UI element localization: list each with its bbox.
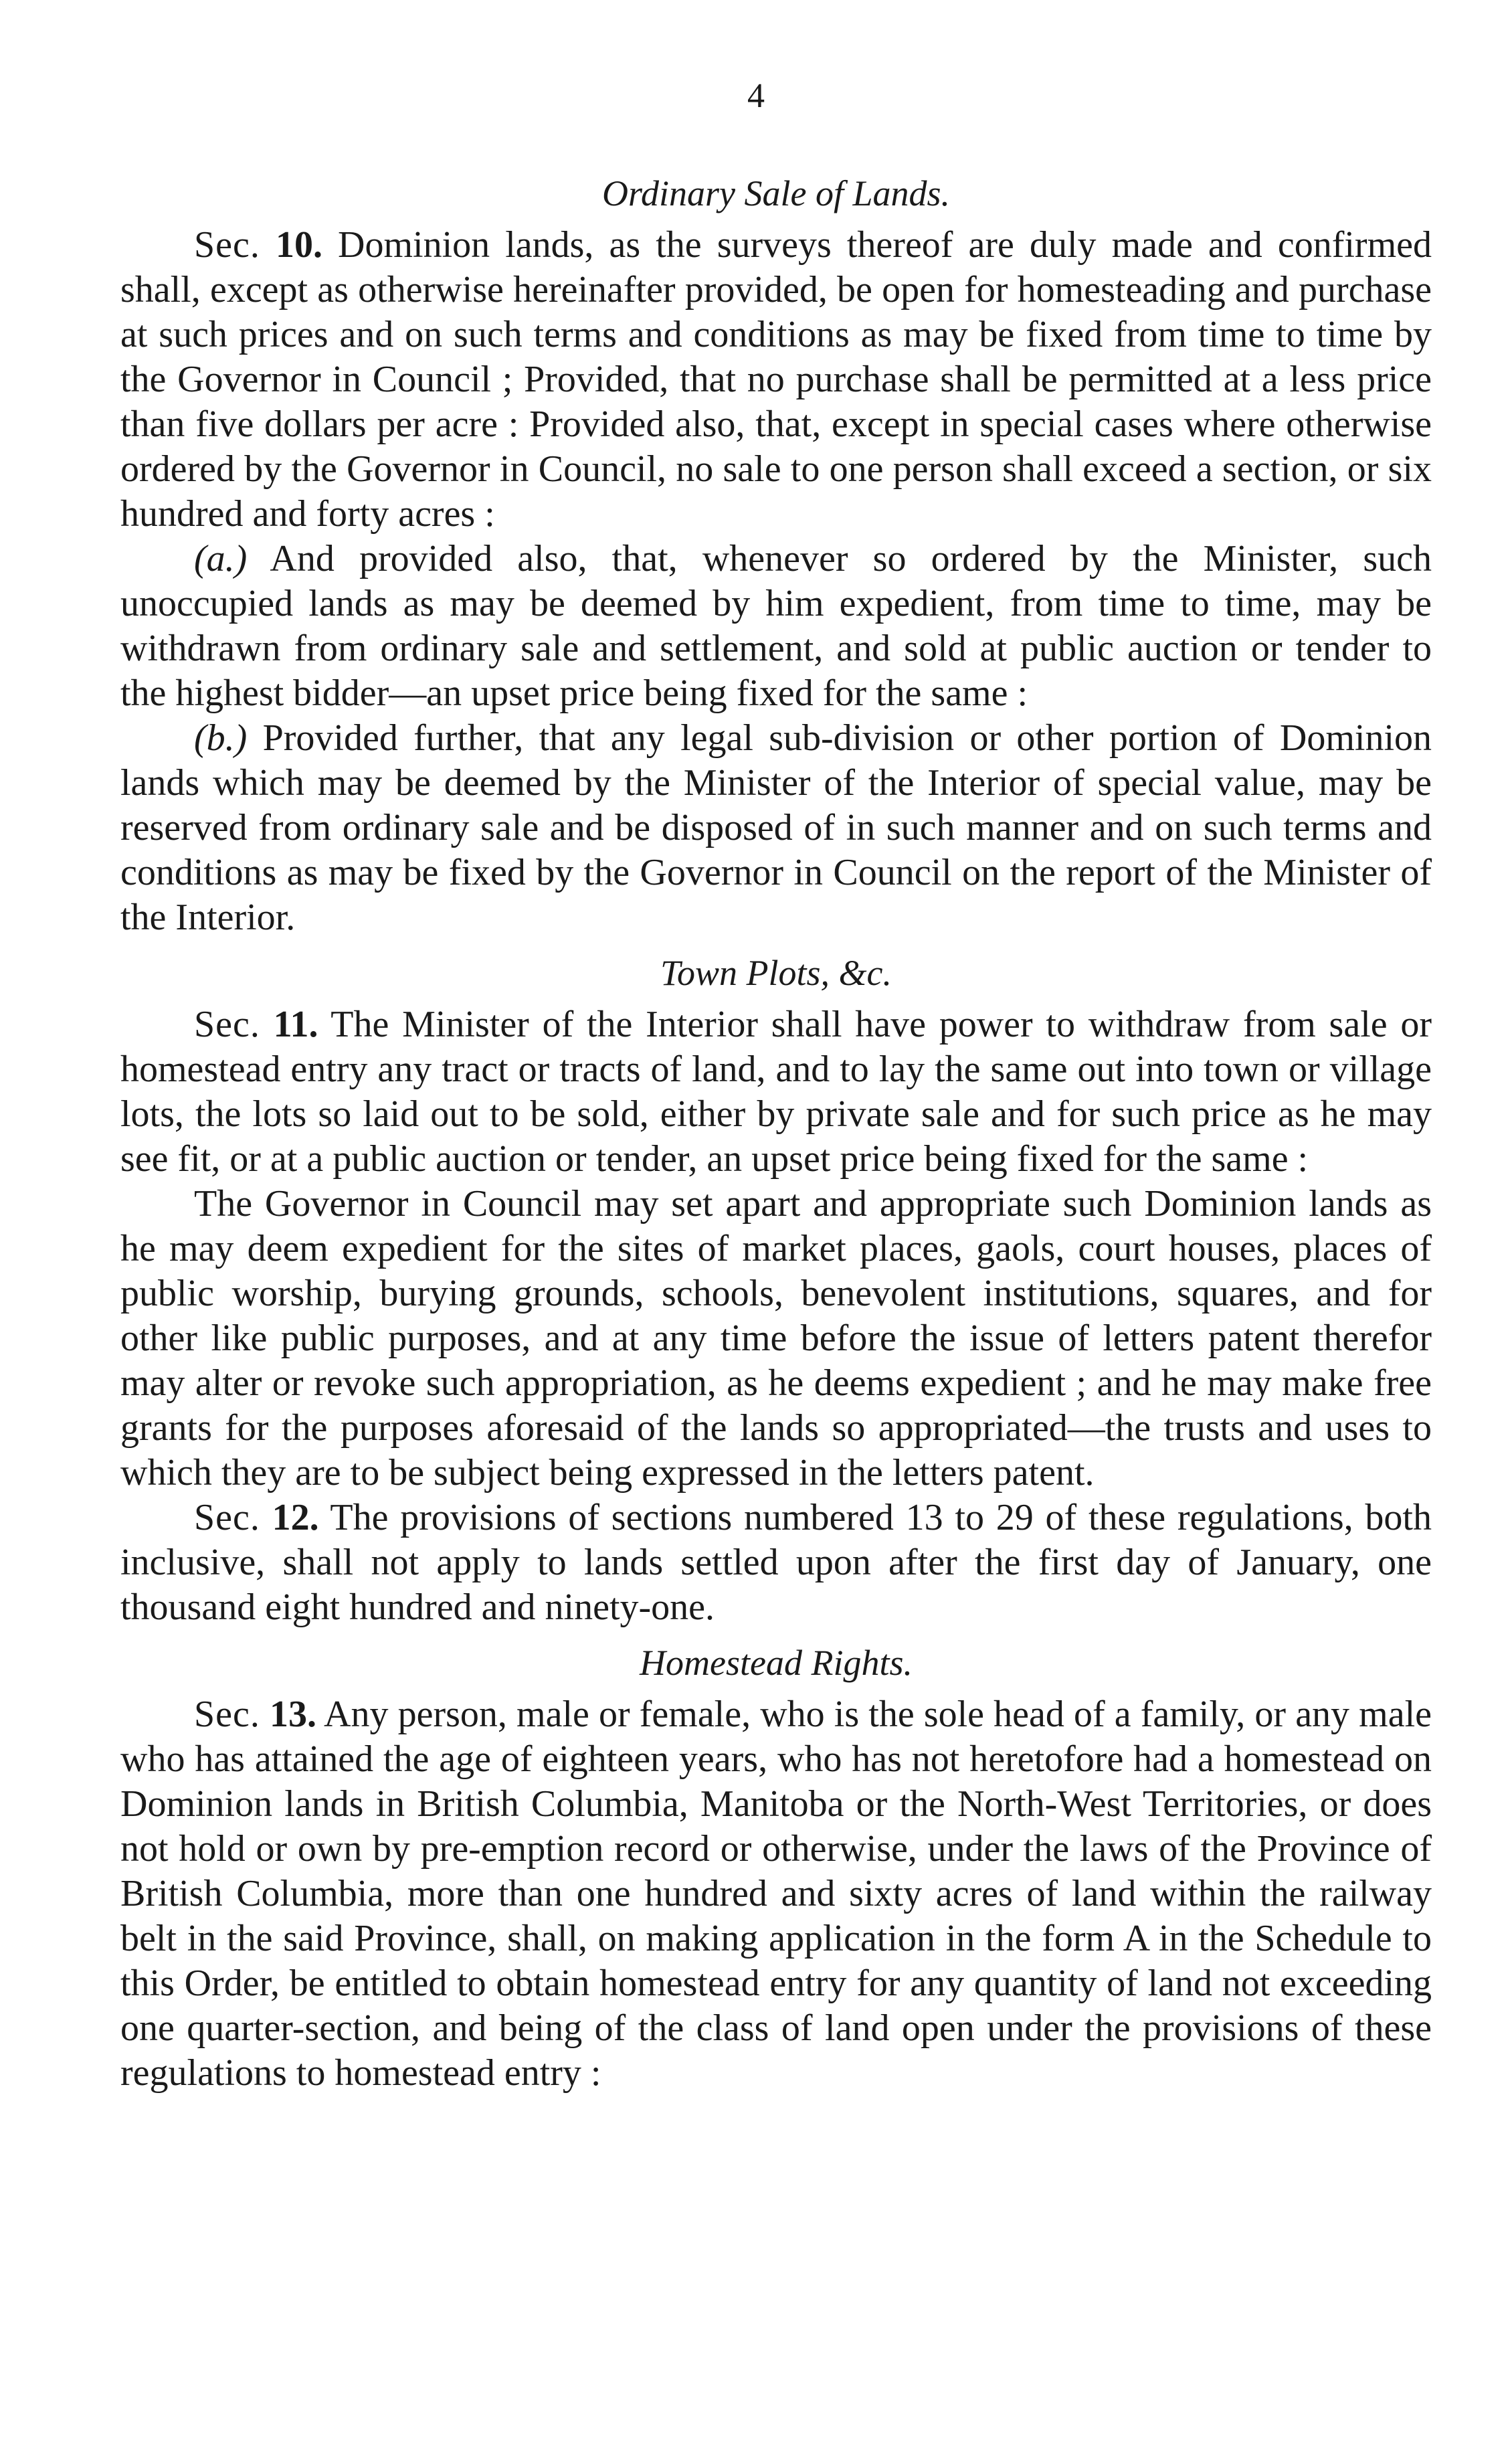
paragraph-sub-a [120, 537, 1432, 716]
paragraph-text: The Governor in Council may set apart and appropriate such Dominion lands as he may deem expedient for the sites of market places, gaols, court houses, places of public worship, burying grounds, schools, benevolent institutions, squares, and for other like public purposes, and at any time before the issue of letters patent therefor may alter or revoke such appropriation, as he deems expedient ; and he may make free grants for the purposes aforesaid of the lands so appropriated—the trusts and uses to which they are to be subject being expressed in the letters patent. [120, 1183, 1432, 1493]
subsection-label: (b.) [194, 717, 248, 759]
paragraph-text: Dominion lands, as the surveys thereof are duly made and confirmed shall, except as otherwise hereinafter provided, be open for homesteading and purchase at such prices and on such terms and conditions as may be fixed from time to time by the Governor in Council ; Provided, that no purchase shall be permitted at a less price than five dollars per acre : Provided also, that, except in special cases where otherwise ordered by the Governor in Council, no sale to one person shall exceed a section, or six hundred and forty acres : [120, 224, 1432, 535]
paragraph-text: Any person, male or female, who is the sole head of a family, or any male who has attained the age of eighteen years, who has not heretofore had a homestead on Dominion lands in British Columbia, Manitoba or the North-West Territories, or does not hold or own by pre-emption record or otherwise, under the laws of the Province of British Columbia, more than one hundred and sixty acres of land within the railway belt in the said Province, shall, on making application in the form A in the Schedule to this Order, be entitled to obtain homestead entry for any quantity of land not exceeding one quarter-section, and being of the class of land open under the provisions of these regulations to homestead entry : [120, 1694, 1432, 2094]
paragraph-sec-12 [120, 1495, 1432, 1630]
paragraph-text: The provisions of sections numbered 13 to 29 of these regulations, both inclusive, shall not apply to lands settled upon after the first day of January, one thousand eight hundred and ninety-one. [120, 1497, 1432, 1628]
section-label: Sec. [194, 1004, 260, 1045]
paragraph-text: Provided further, that any legal sub-division or other portion of Dominion lands which may be deemed by the Minister of the Interior of special value, may be reserved from ordinary sale and be disposed of in such manner and on such terms and conditions as may be fixed by the Governor in Council on the report of the Minister of the Interior. [120, 717, 1432, 938]
paragraph-sub-b [120, 716, 1432, 940]
section-heading: Homestead Rights. [640, 1643, 913, 1683]
section-number: 12. [272, 1497, 319, 1538]
section-number: 11. [273, 1004, 318, 1045]
section-number: 13. [270, 1694, 316, 1735]
page-number: 4 [747, 77, 765, 115]
paragraph-sec-13 [120, 1692, 1432, 2096]
section-label: Sec. [194, 1497, 260, 1538]
section-heading: Ordinary Sale of Lands. [601, 173, 950, 213]
paragraph-text: The Minister of the Interior shall have power to withdraw from sale or homestead entry any tract or tracts of land, and to lay the same out into town or village lots, the lots so laid out to be sold, either by private sale and for such price as he may see fit, or at a public auction or tender, an upset price being fixed for the same : [120, 1004, 1432, 1180]
section-label: Sec. [194, 1694, 260, 1735]
paragraph-sec-11 [120, 1002, 1432, 1182]
paragraph-governor-in-council [120, 1182, 1432, 1495]
document-body [120, 161, 1432, 2096]
paragraph-sec-10 [120, 223, 1432, 537]
subsection-label: (a.) [194, 538, 248, 579]
section-heading: Town Plots, &c. [660, 953, 892, 993]
section-label: Sec. [194, 224, 260, 266]
paragraph-text: And provided also, that, whenever so ordered by the Minister, such unoccupied lands as may be deemed by him expedient, from time to time, may be withdrawn from ordinary sale and settlement, and sold at public auction or tender to the highest bidder—an upset price being fixed for the same : [120, 538, 1432, 714]
section-number: 10. [275, 224, 322, 266]
